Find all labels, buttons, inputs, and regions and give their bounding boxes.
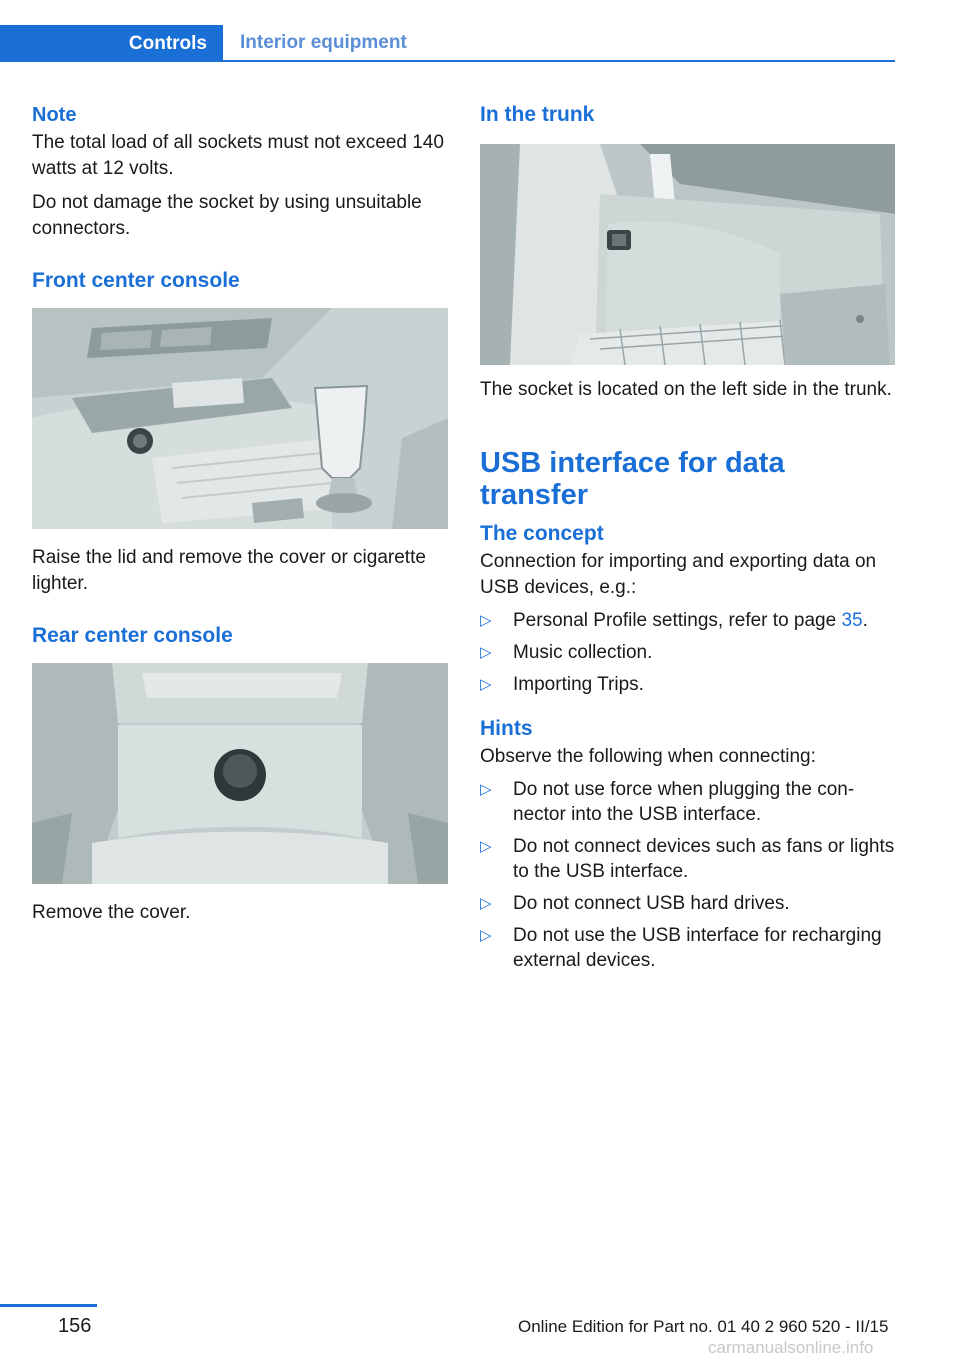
page-header (0, 25, 895, 62)
front-console-illustration (32, 308, 448, 529)
list-item: ▷ Music collection. (480, 642, 653, 663)
bullet-triangle-icon: ▷ (480, 781, 492, 798)
tab-interior-equipment[interactable]: Interior equipment (240, 32, 407, 53)
concept-list (480, 608, 896, 697)
list-item: ▷ Do not connect USB hard drives. (480, 893, 790, 914)
bullet-triangle-icon: ▷ (480, 676, 492, 693)
page-link[interactable]: 35 (841, 610, 863, 631)
note-text-1: The total load of all sockets must not exceed 140 watts at 12 volts. (32, 132, 444, 179)
hints-heading: Hints (480, 717, 533, 740)
concept-heading: The concept (480, 522, 604, 545)
list-item: ▷ Personal Profile settings, refer to page 35. (480, 610, 868, 631)
bullet-triangle-icon: ▷ (480, 612, 492, 629)
rear-console-caption: Remove the cover. (32, 902, 191, 923)
usb-heading: USB interface for data transfer (480, 447, 785, 511)
rear-console-image (32, 663, 448, 884)
trunk-illustration (480, 144, 895, 365)
concept-text: Connection for importing and exporting data on USB devices, e.g.: (480, 551, 877, 598)
footer-rule (0, 1304, 97, 1307)
tab-controls[interactable]: Controls (0, 25, 223, 62)
list-item: ▷ Do not connect devices such as fans or lights to the USB interface. (480, 836, 895, 882)
note-title: Note (32, 104, 77, 126)
trunk-heading: In the trunk (480, 103, 595, 126)
hints-list (480, 777, 896, 973)
right-column (480, 100, 896, 980)
edition-text: Online Edition for Part no. 01 40 2 960 520 - II/15 (518, 1317, 889, 1336)
bullet-triangle-icon: ▷ (480, 927, 492, 944)
list-item: ▷ Do not use the USB interface for recharging external devices. (480, 925, 882, 971)
left-column (32, 100, 448, 926)
list-item: ▷ Do not use force when plugging the connector into the USB interface. (480, 779, 855, 825)
rear-console-illustration (32, 663, 448, 884)
rear-console-heading: Rear center console (32, 624, 233, 647)
hints-text: Observe the following when connecting: (480, 746, 816, 767)
bullet-triangle-icon: ▷ (480, 838, 492, 855)
page-number: 156 (58, 1315, 92, 1337)
bullet-triangle-icon: ▷ (480, 644, 492, 661)
front-console-caption: Raise the lid and remove the cover or cigarette lighter. (32, 547, 426, 594)
trunk-caption: The socket is located on the left side in the trunk. (480, 379, 892, 400)
front-console-heading: Front center console (32, 269, 240, 292)
list-item: ▷ Importing Trips. (480, 674, 644, 695)
note-text-2: Do not damage the socket by using unsuitable connectors. (32, 192, 422, 239)
bullet-triangle-icon: ▷ (480, 895, 492, 912)
watermark: carmanualsonline.info (708, 1338, 874, 1357)
trunk-image (480, 144, 895, 365)
front-console-image (32, 308, 448, 529)
